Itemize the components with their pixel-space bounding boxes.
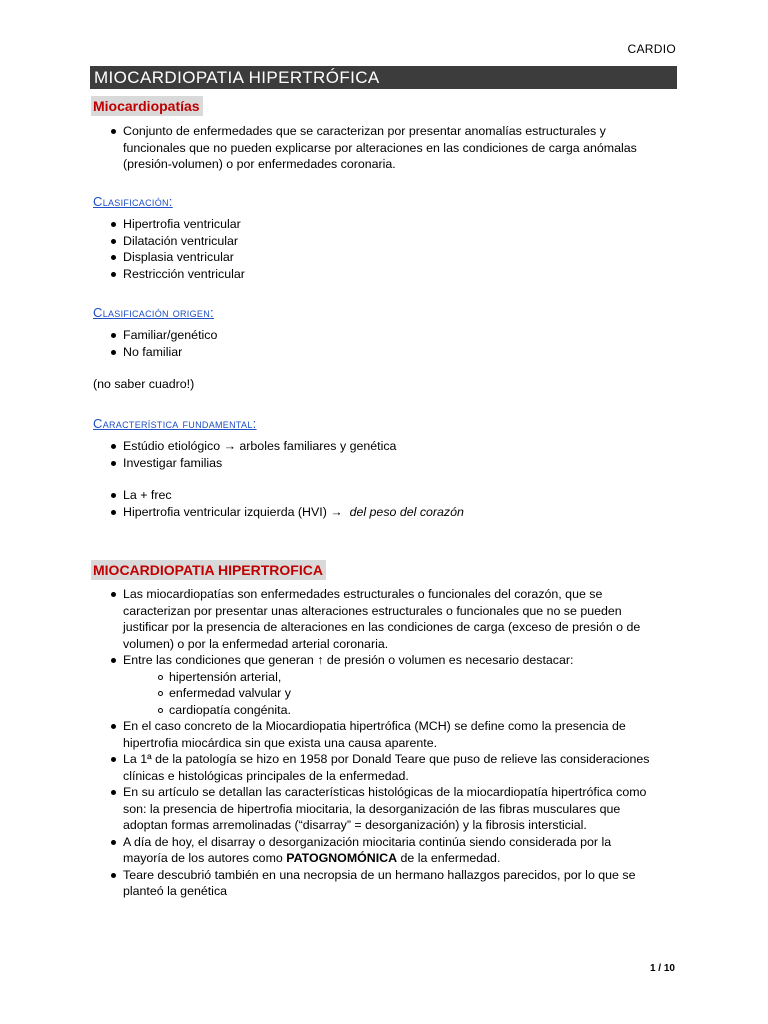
list-item: Hipertrofia ventricular	[110, 216, 245, 233]
sublist-item: enfermedad valvular y	[158, 685, 690, 702]
list-item: No familiar	[110, 344, 217, 361]
section-heading-clasificacion: Clasificación:	[93, 194, 173, 209]
list-item: En el caso concreto de la Miocardiopatia hipertrófica (MCH) se define como la presencia de hipertrofia miocárdica sin que exista una causa aparente.	[110, 718, 690, 751]
section-heading-caracteristica: Característica fundamental:	[93, 416, 257, 431]
bold-term: PATOGNOMÓNICA	[286, 851, 398, 865]
clasificacion-list	[110, 216, 245, 282]
list-item: La + frec	[110, 487, 464, 504]
page-title: MIOCARDIOPATIA HIPERTRÓFICA	[90, 66, 677, 89]
caracteristica-list	[110, 438, 396, 471]
section-heading-miocardiopatias: Miocardiopatías	[91, 96, 203, 116]
list-item: Teare descubrió también en una necropsia de un hermano hallazgos parecidos, por lo que se planteó la genética	[110, 867, 690, 900]
list-item: Estúdio etiológico → arboles familiares y genética	[110, 438, 396, 455]
list-item	[110, 504, 464, 521]
list-item: Investigar familias	[110, 455, 396, 472]
list-item: En su artículo se detallan las características histológicas de la miocardiopatía hipertrófica como son: la presencia de hipertrofia miocitaria, la desorganización de las fibras musculares que adoptan formas arremolinadas (“disarray” = desorganización) y la fibrosis intersticial.	[110, 784, 690, 834]
page-number: 1 / 10	[649, 963, 675, 974]
hvi-text: Hipertrofia ventricular izquierda (HVI) →	[123, 504, 343, 519]
list-item: Displasia ventricular	[110, 249, 245, 266]
caracteristica-list-2	[110, 487, 464, 520]
list-item: La 1ª de la patología se hizo en 1958 por Donald Teare que puso de relieve las consideraciones clínicas e histológicas principales de la enfermedad.	[110, 751, 690, 784]
list-item: Dilatación ventricular	[110, 233, 245, 250]
sublist-item: cardiopatía congénita.	[158, 702, 690, 719]
sublist	[123, 669, 690, 719]
list-item: Entre las condiciones que generan ↑ de presión o volumen es necesario destacar: hipertensión arterial, enfermedad valvular y cardiopatía congénita.	[110, 652, 690, 718]
mch-list	[110, 586, 690, 900]
list-item: Familiar/genético	[110, 327, 217, 344]
section-heading-mch: MIOCARDIOPATIA HIPERTROFICA	[91, 560, 326, 580]
list-item: Conjunto de enfermedades que se caracterizan por presentar anomalías estructurales y funcionales que no pueden explicarse por alteraciones en las condiciones de carga anómalas (presión-volumen) o por enfermedades coronaria.	[110, 123, 690, 173]
section-heading-clasificacion-origen: Clasificación origen:	[93, 305, 214, 320]
list-item: Las miocardiopatías son enfermedades estructurales o funcionales del corazón, que se caracterizan por presentar unas alteraciones estructurales o funcionales que no se pueden justificar por la presencia de alteraciones en las condiciones de carga (exceso de presión o de volumen) o por la enfermedad arterial coronaria.	[110, 586, 690, 652]
clasificacion-origen-list	[110, 327, 217, 360]
note-text: (no saber cuadro!)	[93, 377, 195, 391]
list-item: Restricción ventricular	[110, 266, 245, 283]
header-label: CARDIO	[627, 42, 676, 56]
list-item: A día de hoy, el disarray o desorganización miocitaria continúa siendo considerada por la mayoría de los autores como PATOGNOMÓNICA de la enfermedad.	[110, 834, 690, 867]
hvi-italic-text: del peso del corazón	[349, 504, 464, 519]
sublist-item: hipertensión arterial,	[158, 669, 690, 686]
miocardiopatias-list	[110, 123, 690, 173]
